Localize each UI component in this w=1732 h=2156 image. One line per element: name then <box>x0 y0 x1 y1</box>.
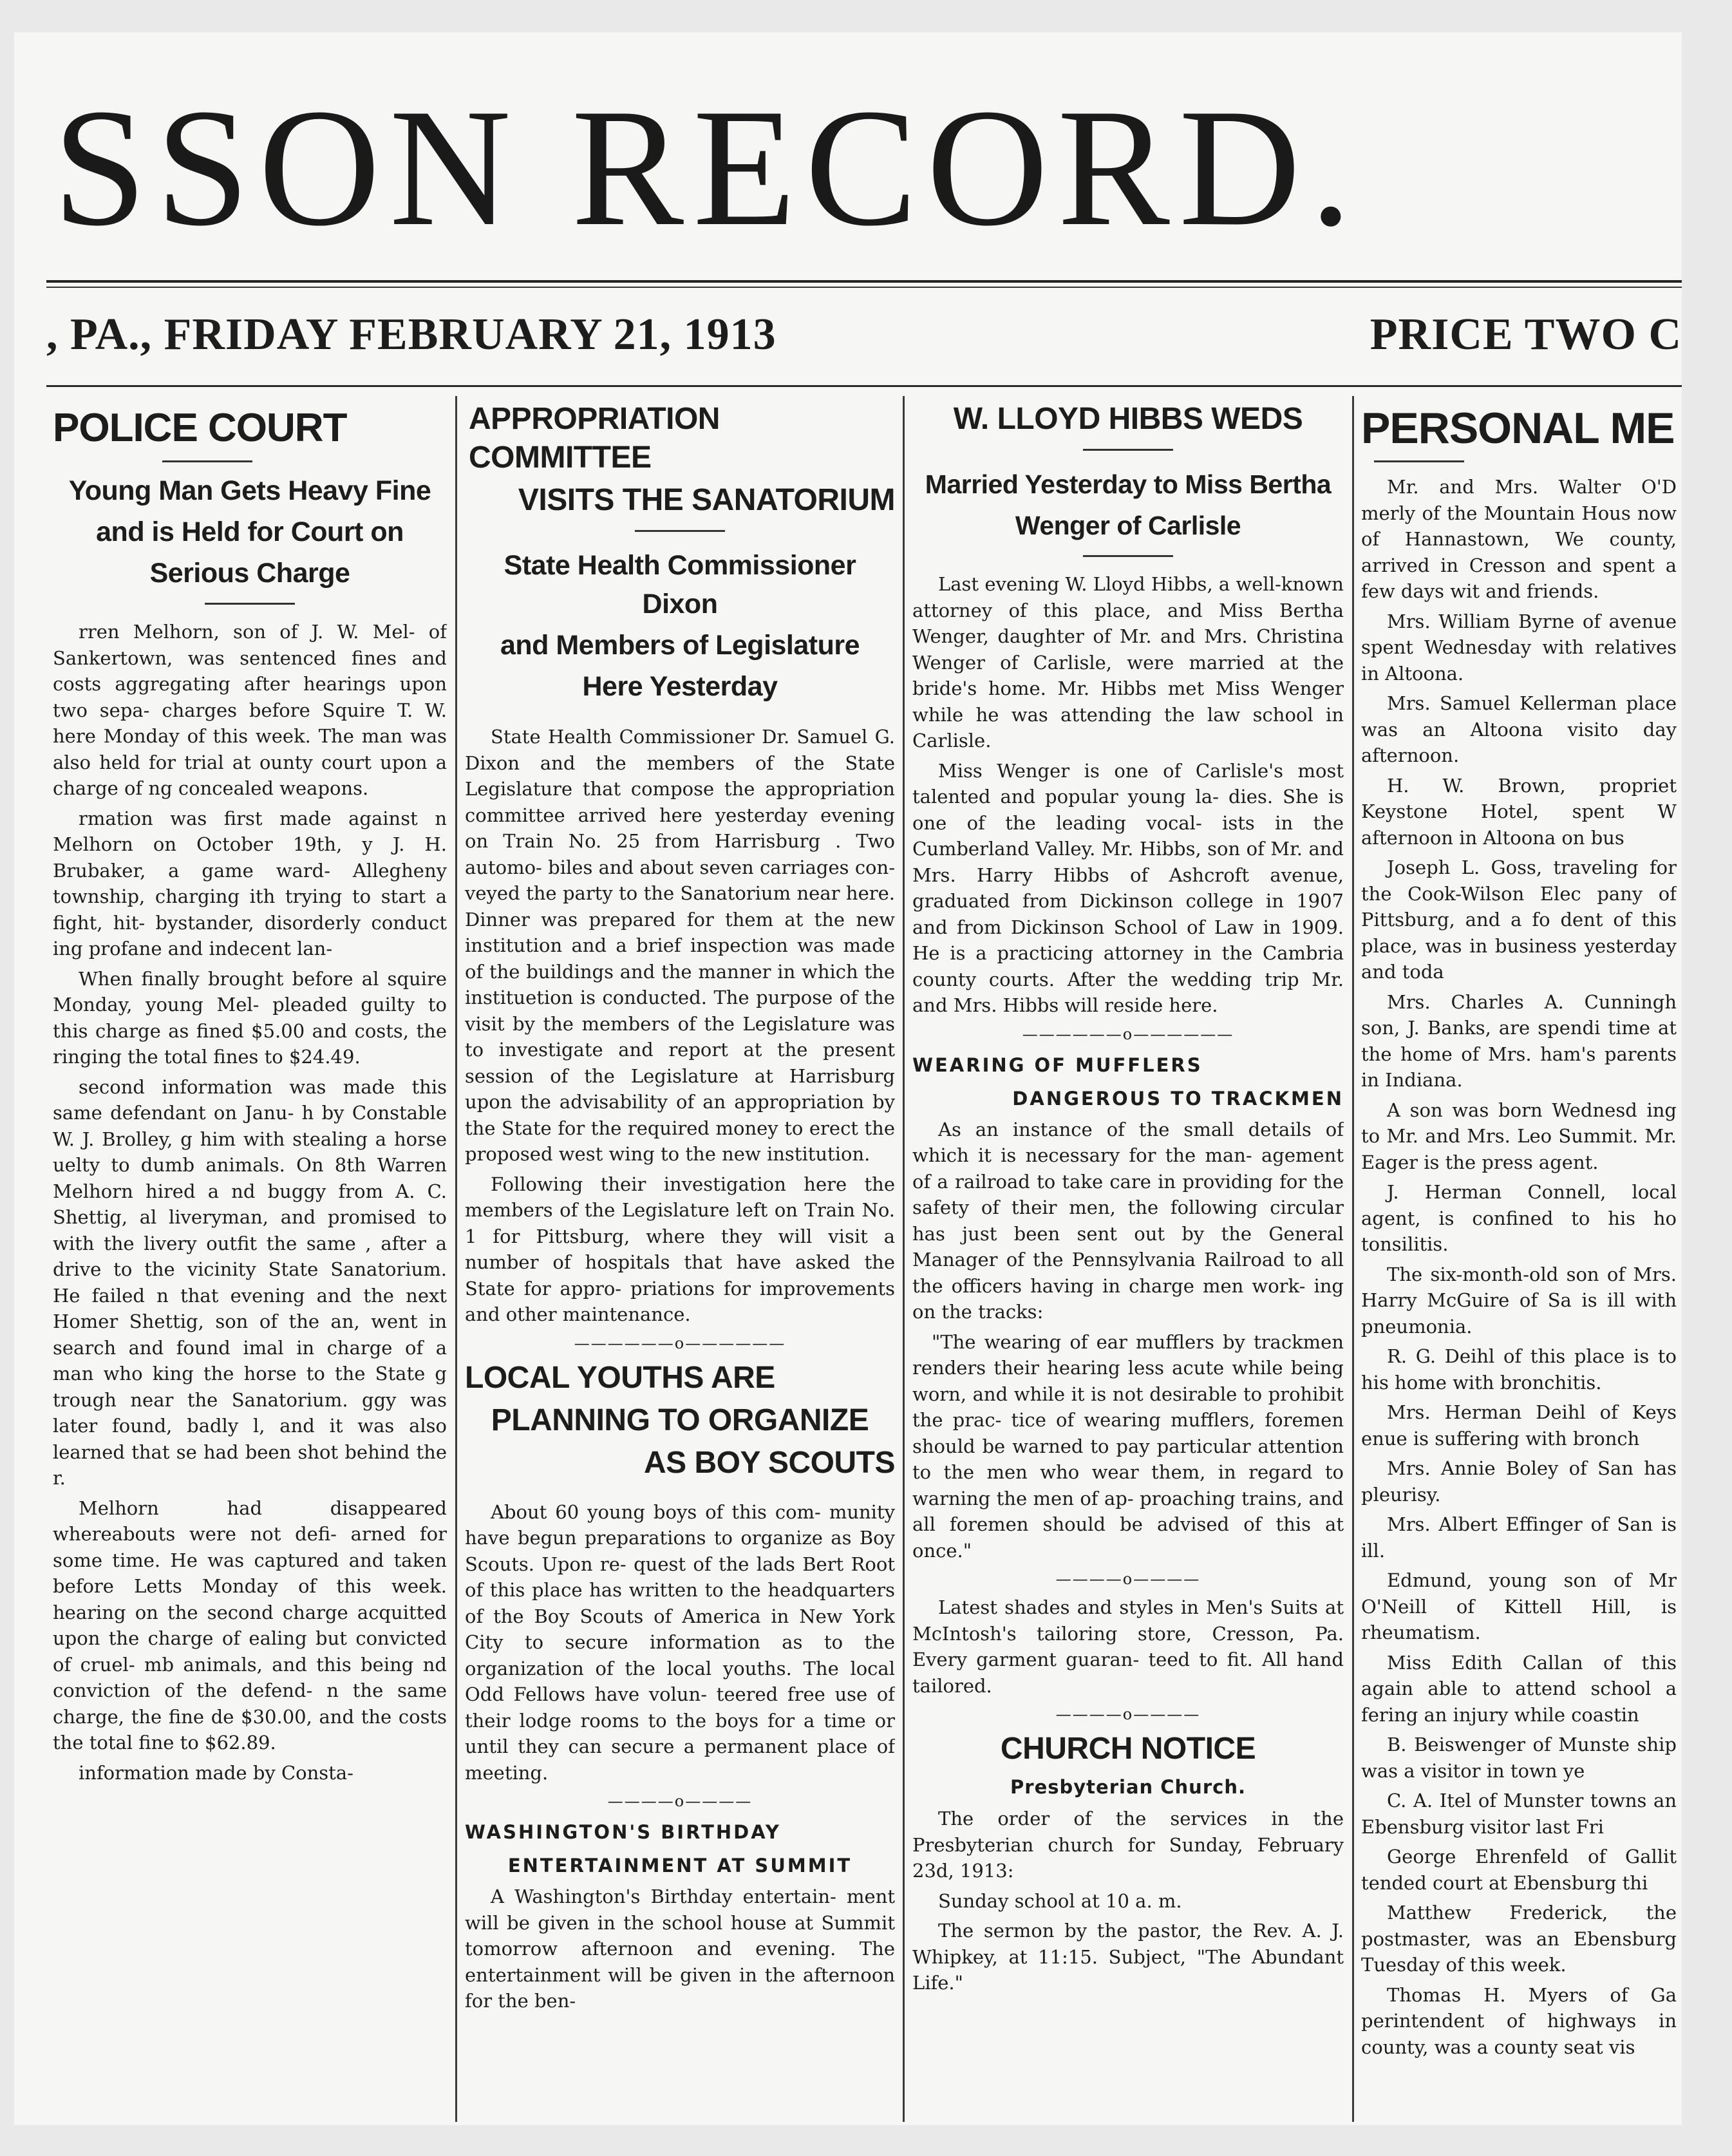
masthead-title: SSON RECORD. <box>53 74 1361 261</box>
article-paragraph: State Health Commissioner Dr. Samuel G. Dixon and the members of the State Legislature that compose the appropriation committee arrived here yesterday evening on Train No. 25 from Harrisburg . Two automo- biles and about seven carriages con- veyed the party to the Sanatorium near here. Dinner was prepared for them at the new institution and a brief inspection was made of the buildings and the manner in which the instituetion is conducted. The purpose of the visit by the members of the Legislature was to investigate and report at the present session of the Legislature at Harrisburg upon the advisability of an appropriation by the State for the required money to erect the proposed west wing to the new institution. <box>465 726 895 1165</box>
personal-item: Mrs. William Byrne of avenue spent Wednesday with relatives in Altoona. <box>1361 610 1677 685</box>
personal-item: Miss Edith Callan of this again able to attend school a fering an injury while coastin <box>1361 1651 1677 1726</box>
article-paragraph: Latest shades and styles in Men's Suits at McIntosh's tailoring store, Cresson, Pa. Every garment guaran- teed to fit. All hand tailored. <box>912 1596 1344 1697</box>
article-paragraph: rmation was first made against n Melhorn on October 19th, y J. H. Brubaker, a game ward- Allegheny township, charging ith trying to start a fight, hit- bystander, disorderly conduct ing profane and indecent lan- <box>53 807 447 960</box>
article-paragraph: When finally brought before al squire Monday, young Mel- pleaded guilty to this charge as fined $5.00 and costs, the ringing the total fines to $24.49. <box>53 967 447 1068</box>
column-rule <box>1352 396 1354 2122</box>
headline-church-notice: CHURCH NOTICE <box>1000 1732 1256 1766</box>
headline-hibbs-weds: W. LLOYD HIBBS WEDS <box>953 402 1303 436</box>
masthead-rule <box>46 280 1682 283</box>
personal-item: J. Herman Connell, local agent, is confined to his ho tonsilitis. <box>1361 1181 1677 1255</box>
article-paragraph: The order of the services in the Presbyterian church for Sunday, February 23d, 1913: <box>912 1808 1344 1882</box>
subhead-line: Married Yesterday to Miss Bertha <box>925 469 1332 499</box>
personal-item: Joseph L. Goss, traveling for the Cook-Wilson Elec pany of Pittsburg, and a fo dent of this place, was in business yesterday and toda <box>1361 856 1677 983</box>
headline-line: WASHINGTON'S BIRTHDAY <box>465 1821 781 1843</box>
personal-item: Thomas H. Myers of Ga perintendent of highways in county, was a county seat vis <box>1361 1983 1677 2058</box>
article-paragraph: About 60 young boys of this com- munity have begun preparations to organize as Boy Scouts. Upon re- quest of the lads Bert Root of this place has written to the headquarters of the Boy Scouts of America in New York City to secure information as to the organization of the local youths. The local Odd Fellows have volun- teered free use of their lodge rooms to the boys for a time or until they can secure a permanent place of meeting. <box>465 1500 895 1784</box>
column-rule <box>903 396 905 2122</box>
headline-line: AS BOY SCOUTS <box>643 1445 895 1480</box>
dateline-price: PRICE TWO C <box>1370 310 1682 359</box>
headline-line: ENTERTAINMENT AT SUMMIT <box>507 1855 852 1877</box>
headline-personal: PERSONAL ME <box>1361 404 1675 453</box>
headline-line: VISITS THE SANATORIUM <box>518 483 895 517</box>
section-separator: ————o———— <box>607 1792 753 1810</box>
subhead-line: State Health Commissioner Dixon <box>504 550 856 619</box>
headline-rule <box>162 460 252 462</box>
section-separator: ————o———— <box>1055 1570 1201 1588</box>
newspaper-page <box>14 32 1682 2125</box>
dateline-rule <box>46 385 1682 387</box>
article-paragraph: Last evening W. Lloyd Hibbs, a well-known attorney of this place, and Miss Bertha Wenger, daughter of Mr. and Mrs. Christina Wenger of Carlisle, were married at the bride's home. Mr. Hibbs met Miss Wenger while he was attending the law school in Carlisle. <box>912 573 1344 752</box>
column-appropriation <box>465 396 895 2122</box>
headline-rule <box>1374 460 1464 462</box>
section-separator: ——————o—————— <box>574 1334 786 1352</box>
article-paragraph: Sunday school at 10 a. m. <box>938 1889 1182 1912</box>
subhead-presbyterian: Presbyterian Church. <box>1010 1776 1246 1798</box>
subhead-line: Wenger of Carlisle <box>1015 511 1241 540</box>
column-police-court <box>53 396 447 2122</box>
personal-item: Matthew Frederick, the postmaster, was an Ebensburg Tuesday of this week. <box>1361 1902 1677 1976</box>
article-paragraph: "The wearing of ear mufflers by trackmen renders their hearing less acute while being worn, and while it is not desirable to prohibit the prac- tice of wearing mufflers, foremen should be warned to pay particular attention to the men who wear them, in regard to warning the men of ap- proaching trains, and all foremen should be advised of this at once." <box>912 1330 1344 1562</box>
personal-item: Mrs. Albert Effinger of San is ill. <box>1361 1513 1677 1562</box>
subhead-line: and Members of Legislature <box>500 630 860 661</box>
headline-line: DANGEROUS TO TRACKMEN <box>1012 1087 1344 1110</box>
personal-item: George Ehrenfeld of Gallit tended court at Ebensburg thi <box>1361 1846 1677 1894</box>
section-separator: ————o———— <box>1055 1705 1201 1723</box>
dateline <box>46 299 1682 370</box>
column-personal <box>1361 396 1677 2122</box>
masthead <box>40 45 1682 290</box>
personal-item: Edmund, young son of Mr O'Neill of Kittell Hill, is rheumatism. <box>1361 1569 1677 1643</box>
spacer <box>465 1486 895 1499</box>
subhead-rule <box>1083 555 1173 557</box>
article-paragraph: Miss Wenger is one of Carlisle's most talented and popular young la- dies. She is one of the leading vocal- ists in the Cumberland Valley. Mr. Hibbs, son of Mr. and Mrs. Harry Hibbs of Ashcroft avenue, graduated from Dickinson college in 1907 and from Dickinson School of Law in 1909. He is a practicing attorney in the Cambria county courts. After the wedding trip Mr. and Mrs. Hibbs will reside here. <box>912 759 1344 1016</box>
subhead-line: Young Man Gets Heavy Fine <box>68 475 431 506</box>
article-paragraph: Following their investigation here the members of the Legislature left on Train No. 1 for Pittsburg, where they will visit a number of hospitals that have asked the State for appro- priations for improvements and other maintenance. <box>465 1173 895 1325</box>
personal-item: Mrs. Charles A. Cunningh son, J. Banks, are spendi time at the home of Mrs. ham's parents in Indiana. <box>1361 990 1677 1091</box>
subhead-line: Here Yesterday <box>582 671 778 702</box>
personal-item: The six-month-old son of Mrs. Harry McGuire of Sa is ill with pneumonia. <box>1361 1263 1677 1338</box>
section-separator: ——————o—————— <box>1022 1025 1234 1043</box>
headline-police-court: POLICE COURT <box>53 406 347 450</box>
personal-item: Mrs. Samuel Kellerman place was an Altoona visito day afternoon. <box>1361 692 1677 766</box>
article-paragraph: Melhorn had disappeared whereabouts were not defi- arned for some time. He was captured and taken before Letts Monday of this week. hearing on the second charge acquitted upon the charge of ealing but convicted of cruel- mb animals, and this being nd conviction of the defend- n the same charge, the fine de $30.00, and the costs the total fine to $62.89. <box>53 1497 447 1754</box>
headline-line: LOCAL YOUTHS ARE <box>465 1360 775 1395</box>
article-paragraph: As an instance of the small details of which it is necessary for the man- agement of a railroad to take care in providing for the safety of their men, the following circular has just been sent out by the General Manager of the Pennsylvania Railroad to all the officers having in charge men work- ing on the tracks: <box>912 1118 1344 1323</box>
spacer <box>465 708 895 724</box>
subhead-line: Serious Charge <box>149 558 350 589</box>
article-paragraph: second information was made this same defendant on Janu- h by Constable W. J. Brolley, g him with stealing a horse uelty to dumb animals. On 8th Warren Melhorn hired a nd buggy from A. C. Shettig, al liveryman, and promised to with the livery outfit the same , after a drive to the vicinity State Sanatorium. He failed n that evening and the next Homer Shettig, son of the an, went in search and found imal in charge of a man who king the horse to the State g trough near the Sanatorium. ggy was later found, badly l, and it was also learned that se had been shot behind the r. <box>53 1075 447 1489</box>
personal-item: R. G. Deihl of this place is to his home with bronchitis. <box>1361 1345 1677 1394</box>
personal-item: A son was born Wednesd ing to Mr. and Mrs. Leo Summit. Mr. Eager is the press agent. <box>1361 1099 1677 1173</box>
personal-item: Mrs. Annie Boley of San has pleurisy. <box>1361 1457 1677 1506</box>
personal-item: H. W. Brown, propriet Keystone Hotel, spent W afternoon in Altoona on bus <box>1361 774 1677 849</box>
personal-item: Mrs. Herman Deihl of Keys enue is suffering with bronch <box>1361 1401 1677 1450</box>
subhead-line: and is Held for Court on <box>96 516 404 547</box>
headline-rule <box>635 530 725 532</box>
masthead-rule-thin <box>46 287 1682 288</box>
headline-rule <box>1083 449 1173 451</box>
personal-item: Mr. and Mrs. Walter O'D merly of the Mountain Hous now of Hannastown, We county, arrived in Cresson and spent a few days wit and friends. <box>1361 476 1677 602</box>
column-hibbs-weds <box>912 396 1344 2122</box>
article-paragraph: The sermon by the pastor, the Rev. A. J. Whipkey, at 11:15. Subject, "The Abundant Life." <box>912 1920 1344 1994</box>
personal-item: C. A. Itel of Munster towns an Ebensburg visitor last Fri <box>1361 1790 1677 1838</box>
subhead-rule <box>205 603 295 605</box>
article-paragraph: rren Melhorn, son of J. W. Mel- of Sankertown, was sentenced fines and costs aggregating after hearings upon two sepa- charges before Squire T. W. here Monday of this week. The man was also held for trial at ounty court upon a charge of ng concealed weapons. <box>53 621 447 799</box>
column-rule <box>455 396 457 2122</box>
headline-line: APPROPRIATION COMMITTEE <box>469 402 720 475</box>
headline-line: WEARING OF MUFFLERS <box>912 1054 1203 1076</box>
personal-item: B. Beiswenger of Munste ship was a visitor in town ye <box>1361 1734 1677 1782</box>
dateline-date: , PA., FRIDAY FEBRUARY 21, 1913 <box>46 310 777 359</box>
article-paragraph: A Washington's Birthday entertain- ment will be given in the school house at Summit tomorrow afternoon and evening. The entertainment will be given in the afternoon for the ben- <box>465 1886 895 2012</box>
article-paragraph: information made by Consta- <box>79 1761 353 1784</box>
headline-line: PLANNING TO ORGANIZE <box>491 1403 869 1437</box>
